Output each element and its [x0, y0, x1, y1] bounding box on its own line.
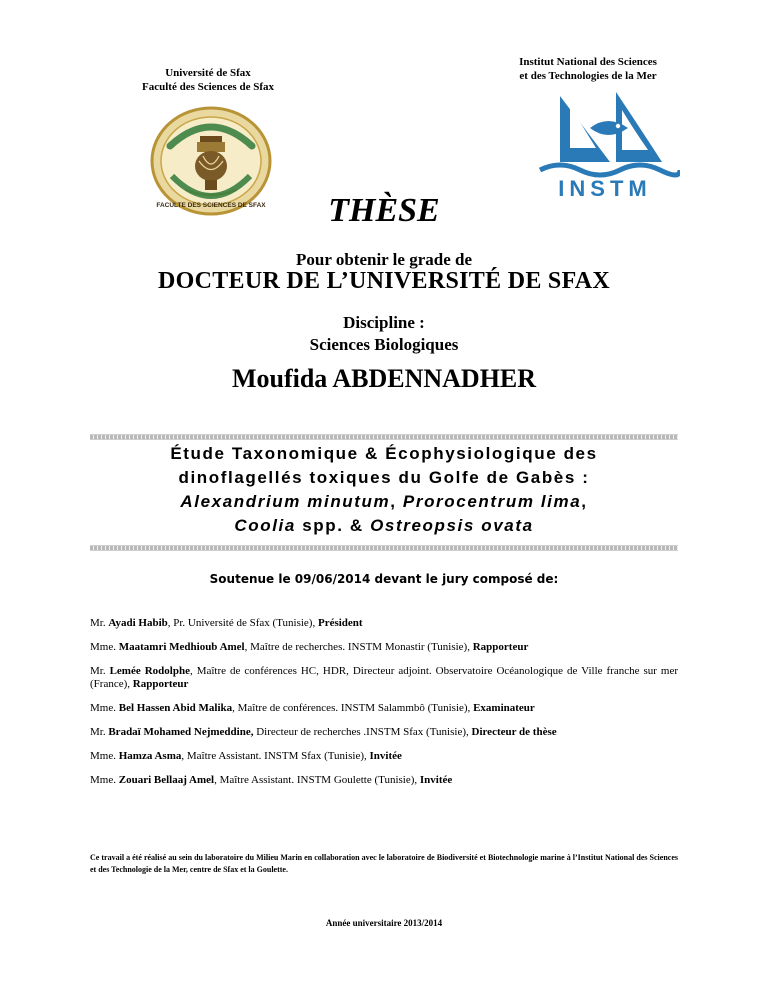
discipline-block [0, 312, 768, 356]
jury-list [90, 617, 678, 798]
jury-member: Mme. Zouari Bellaaj Amel, Maître Assistant. INSTM Goulette (Tunisie), Invitée [90, 774, 453, 786]
jury-member: Mme. Bel Hassen Abid Malika, Maître de conférences. INSTM Salammbô (Tunisie), Examinateur [90, 702, 535, 714]
thesis-title-line2: dinoflagellés toxiques du Golfe de Gabès : [178, 468, 590, 487]
jury-member: Mme. Maatamri Medhioub Amel, Maître de recherches. INSTM Monastir (Tunisie), Rapporteur [90, 641, 529, 653]
instm-logo-text: INSTM [558, 176, 652, 200]
species-prorocentrum: Prorocentrum lima [402, 492, 582, 511]
academic-year: Année universitaire 2013/2014 [325, 918, 443, 928]
university-header [118, 66, 298, 94]
thesis-title [90, 442, 678, 538]
top-divider [90, 434, 678, 440]
jury-member: Mr. Ayadi Habib, Pr. Université de Sfax (Tunisie), Président [90, 617, 363, 629]
seal-text: FACULTE DES SCIENCES DE SFAX [156, 202, 266, 209]
discipline-value: Sciences Biologiques [309, 335, 459, 354]
bottom-divider [90, 545, 678, 551]
species-ostreopsis: Ostreopsis ovata [370, 516, 534, 535]
discipline-label: Discipline : [343, 313, 425, 332]
thesis-title-line1: Étude Taxonomique & Écophysiologique des [170, 444, 598, 463]
university-name: Université de Sfax [165, 67, 251, 79]
faculty-name: Faculté des Sciences de Sfax [142, 81, 274, 93]
defense-date: Soutenue le 09/06/2014 devant le jury composé de: [209, 572, 559, 586]
jury-member: Mr. Lemée Rodolphe, Maître de conférences HC, HDR, Directeur adjoint. Observatoire Océanologique de Ville franche sur mer (France), Rapporteur [90, 665, 678, 690]
institute-name-line1: Institut National des Sciences [519, 56, 657, 68]
instm-logo [530, 88, 680, 200]
degree-title: DOCTEUR DE L’UNIVERSITÉ DE SFAX [157, 268, 611, 294]
jury-member: Mme. Hamza Asma, Maître Assistant. INSTM Sfax (Tunisie), Invitée [90, 750, 402, 762]
species-alexandrium: Alexandrium minutum [180, 492, 391, 511]
author-name: Moufida ABDENNADHER [231, 364, 537, 393]
thesis-heading: THÈSE [328, 192, 440, 229]
species-coolia: Coolia [234, 516, 296, 535]
institute-name-line2: et des Technologies de la Mer [519, 70, 657, 82]
institute-header [488, 55, 688, 83]
jury-member: Mr. Bradaï Mohamed Nejmeddine, Directeur de recherches .INSTM Sfax (Tunisie), Directeur de thèse [90, 726, 557, 738]
thesis-title-line3: Alexandrium minutum, Prorocentrum lima, [180, 492, 588, 511]
grade-line: Pour obtenir le grade de [296, 250, 472, 269]
collaboration-note: Ce travail a été réalisé au sein du laboratoire du Milieu Marin en collaboration avec le laboratoire de Biodiversité et Biotechnologie marine à l’Institut National des Sciences et des Technologie de la Mer, centre de Sfax et la Goulette. [90, 853, 678, 874]
thesis-title-line4: Coolia spp. & Ostreopsis ovata [234, 516, 534, 535]
